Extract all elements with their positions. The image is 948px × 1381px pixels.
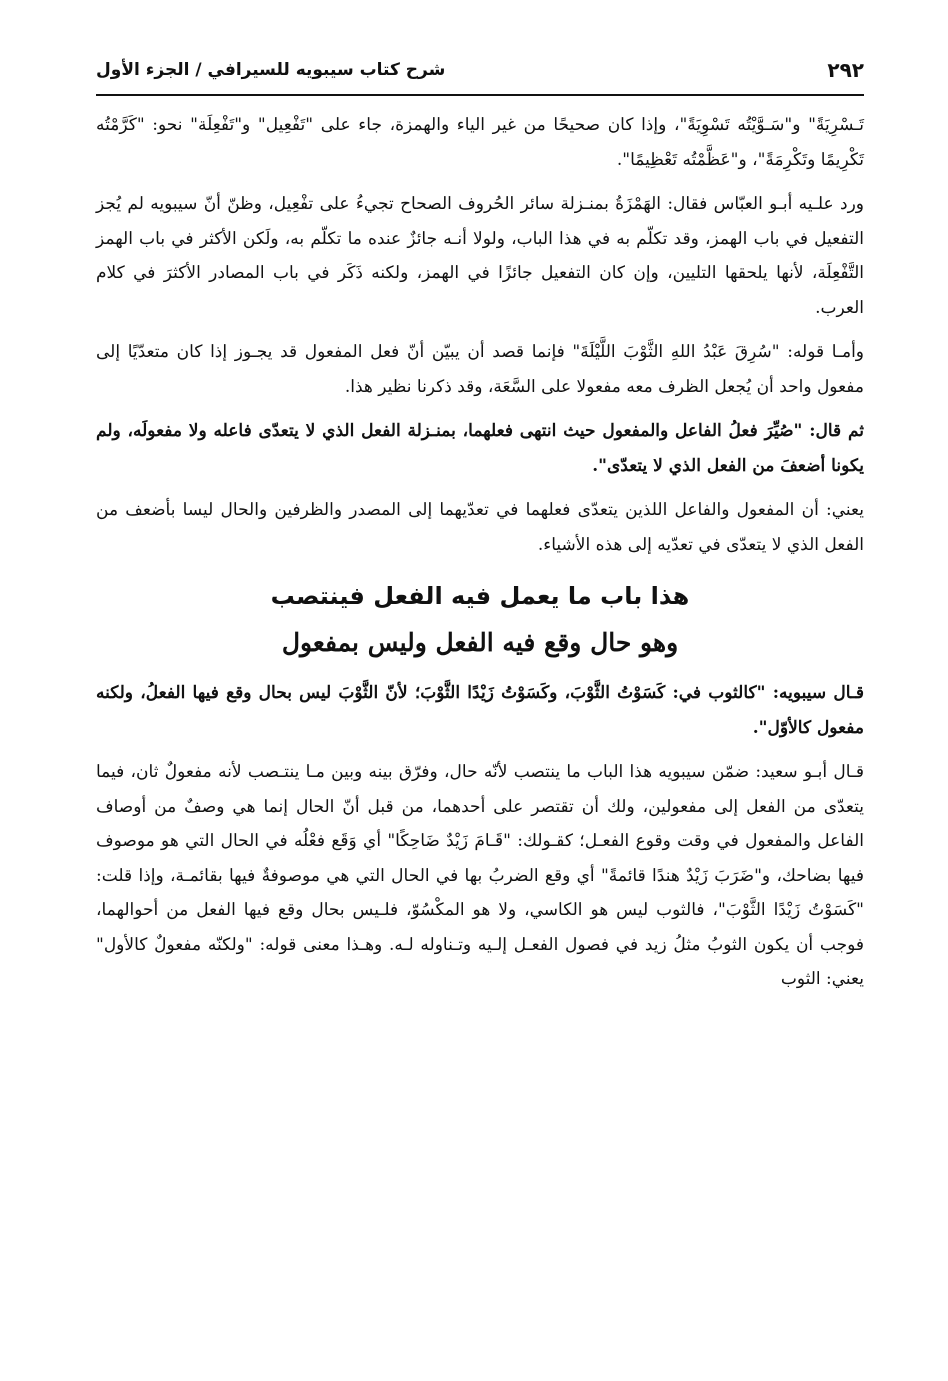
chapter-heading: هذا باب ما يعمل فيه الفعل فينتصب [270, 582, 690, 610]
paragraph-1: تَـسْرِيَةً" و"سَـوَّيْتُه تَسْوِيَةً"، وإذا كان صحيحًا من غير الياء والهمزة، جاء على "تَفْعِيل" و"تَفْعِلَة" نحو: "كَرَّمْتُه تَكْرِيمًا وتَكْرِمَةً"، و"عَظَّمْتُه تَعْظِيمًا". [96, 115, 864, 170]
page-number: ٢٩٢ [827, 58, 864, 82]
paragraph-7: قـال أبـو سعيد: ضمّن سيبويه هذا الباب ما ينتصب لأنّه حال، وفرّق بينه وبين مـا ينتـصب لأنه مفعولٌ ثان، فيما يتعدّى من الفعل إلى مفعولين، ولك أن تقتصر على أحدهما، من قبل أنّ الحال إنما هي وصفٌ من أوصاف الفاعل والمفعول في وقت وقوع الفعـل؛ كقـولك: "قَـامَ زَيْدٌ ضَاحِكًا" أي وَقَع فعْلُه في الحال التي هو موصوف فيها بضاحك، و"ضَرَبَ زَيْدٌ هندًا قائمةً" أي وقع الضربُ بها في الحال التي هي موصوفةٌ فيها بقائمـة، وإذا قلت: "كَسَوْتُ زَيْدًا الثَّوْبَ"، فالثوب ليس هو الكاسي، ولا هو المكْسُوّ، فلـيس بحال وقع فيها الفعل من أحوالهما، فوجب أن يكون الثوبُ مثلُ زيد في فصول الفعـل إلـيه وتـناوله لـه. وهـذا معنى قوله: "ولكنّه مفعولٌ كالأول" يعني: الثوب [96, 762, 864, 989]
paragraph-5: يعني: أن المفعول والفاعل اللذين يتعدّى فعلهما في تعدّيهما إلى المصدر والظرفين والحال ليسا بأضعف من الفعل الذي لا يتعدّى في تعدّيه إلى هذه الأشياء. [96, 500, 864, 555]
paragraph-2: ورد علـيه أبـو العبّاس فقال: الهَمْزَةُ بمنـزلة سائر الحُروف الصحاح تجيءُ على تفْعِيل، وظنّ أنّ سيبويه لم يُجز التفعيل في باب الهمز، وقد تكلّم به في هذا الباب، ولولا أنـه جائزٌ عنده ما تكلّم به، ولَكن الأكثر في باب الهمز التَّفْعِلَة، لأنها يلحقها التليين، وإن كان التفعيل جائزًا في الهمز، ولكنه ذَكَر في باب المصادر الأكثرَ في كلام العرب. [96, 194, 864, 318]
paragraph-3: وأمـا قوله: "سُرِقَ عَبْدُ اللهِ الثَّوْبَ اللَّيْلَةَ" فإنما قصد أن يبيّن أنّ فعل المفعول قد يجـوز إذا كان متعدّيًا إلى مفعول واحد أن يُجعل الظرف معه مفعولا على السَّعَة، وقد ذكرنا نظير هذا. [96, 342, 864, 397]
sibawayh-quote-1: ثم قال: "صُيِّرَ فعلُ الفاعل والمفعول حيث انتهى فعلهما، بمنـزلة الفعل الذي لا يتعدّى فاعله ولا مفعولَه، ولم يكونا أضعفَ من الفعل الذي لا يتعدّى". [96, 421, 864, 476]
page-body [96, 108, 864, 1007]
chapter-subheading: وهو حال وقع فيه الفعل وليس بمفعول [281, 628, 679, 657]
page-header [96, 52, 864, 88]
sibawayh-quote-2: قـال سيبويه: "كالثوب في: كَسَوْتُ الثَّوْبَ، وكَسَوْتُ زَيْدًا الثَّوْبَ؛ لأنّ الثَّوْبَ ليس بحال وقع فيها الفعلُ، ولكنه مفعول كالأوّل". [96, 683, 864, 738]
header-divider [96, 94, 864, 96]
running-title: شرح كتاب سيبويه للسيرافي / الجزء الأول [96, 60, 446, 80]
